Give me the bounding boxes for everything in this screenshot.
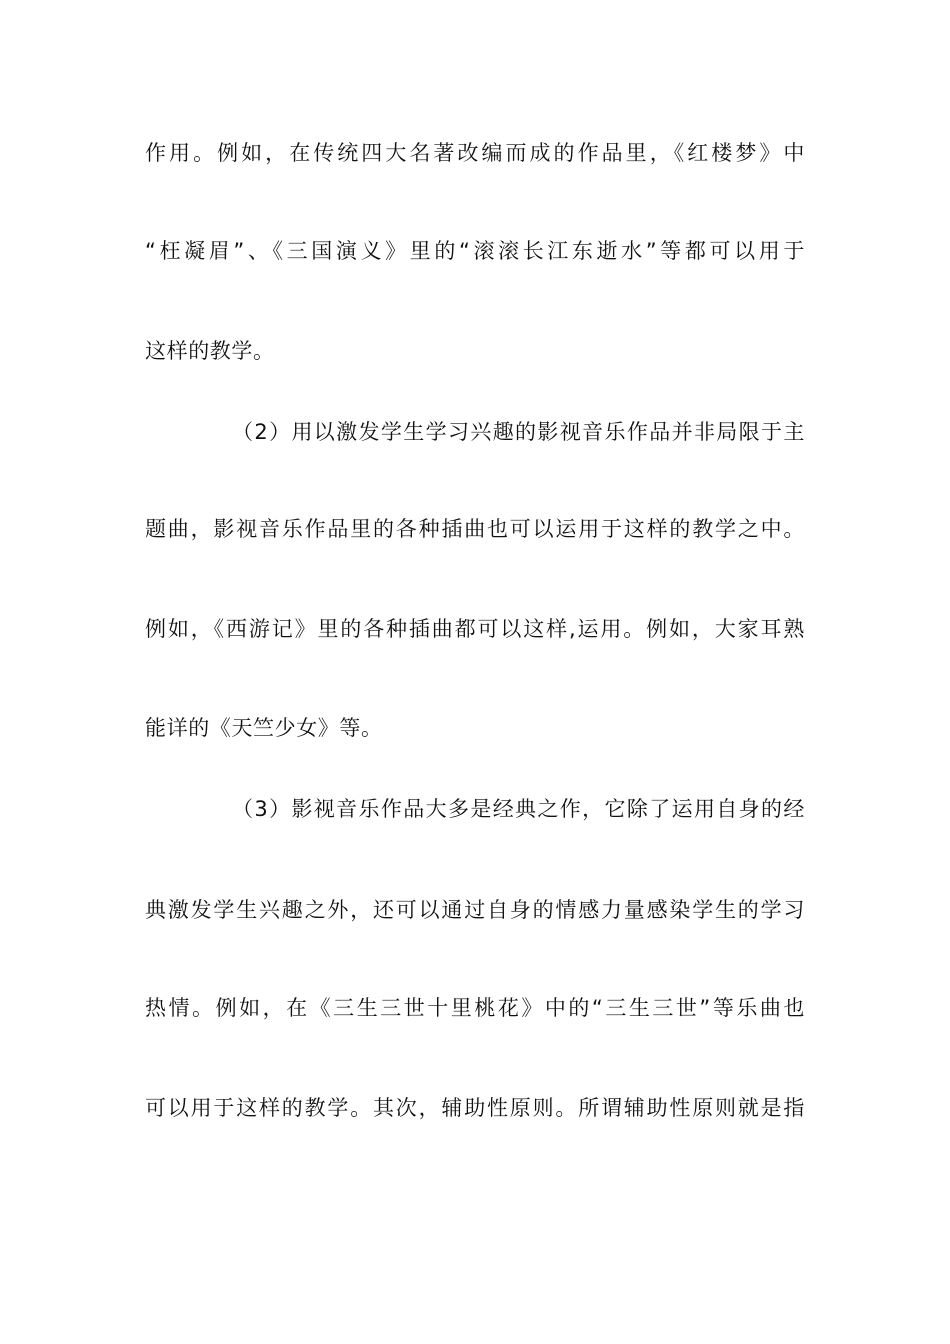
text-line: 例如，《西游记》里的各种插曲都可以这样,运用。例如，大家耳熟: [145, 617, 805, 641]
text-line: 可以用于这样的教学。其次，辅助性原则。所谓辅助性原则就是指: [145, 1096, 805, 1120]
text-line: （2）用以激发学生学习兴趣的影视音乐作品并非局限于主: [232, 420, 805, 444]
text-line: 典激发学生兴趣之外，还可以通过自身的情感力量感染学生的学习: [145, 898, 805, 922]
text-line: 热情。例如，在《三生三世十里桃花》中的“三生三世”等乐曲也: [145, 996, 805, 1020]
text-line: “枉凝眉”、《三国演义》里的“滚滚长江东逝水”等都可以用于: [145, 239, 805, 263]
text-line: 这样的教学。: [145, 339, 275, 363]
text-line: 题曲，影视音乐作品里的各种插曲也可以运用于这样的教学之中。: [145, 517, 805, 541]
text-line: 作用。例如，在传统四大名著改编而成的作品里，《红楼梦》中: [145, 141, 805, 165]
text-line: 能详的《天竺少女》等。: [145, 716, 383, 740]
text-line: （3）影视音乐作品大多是经典之作，它除了运用自身的经: [232, 797, 805, 821]
